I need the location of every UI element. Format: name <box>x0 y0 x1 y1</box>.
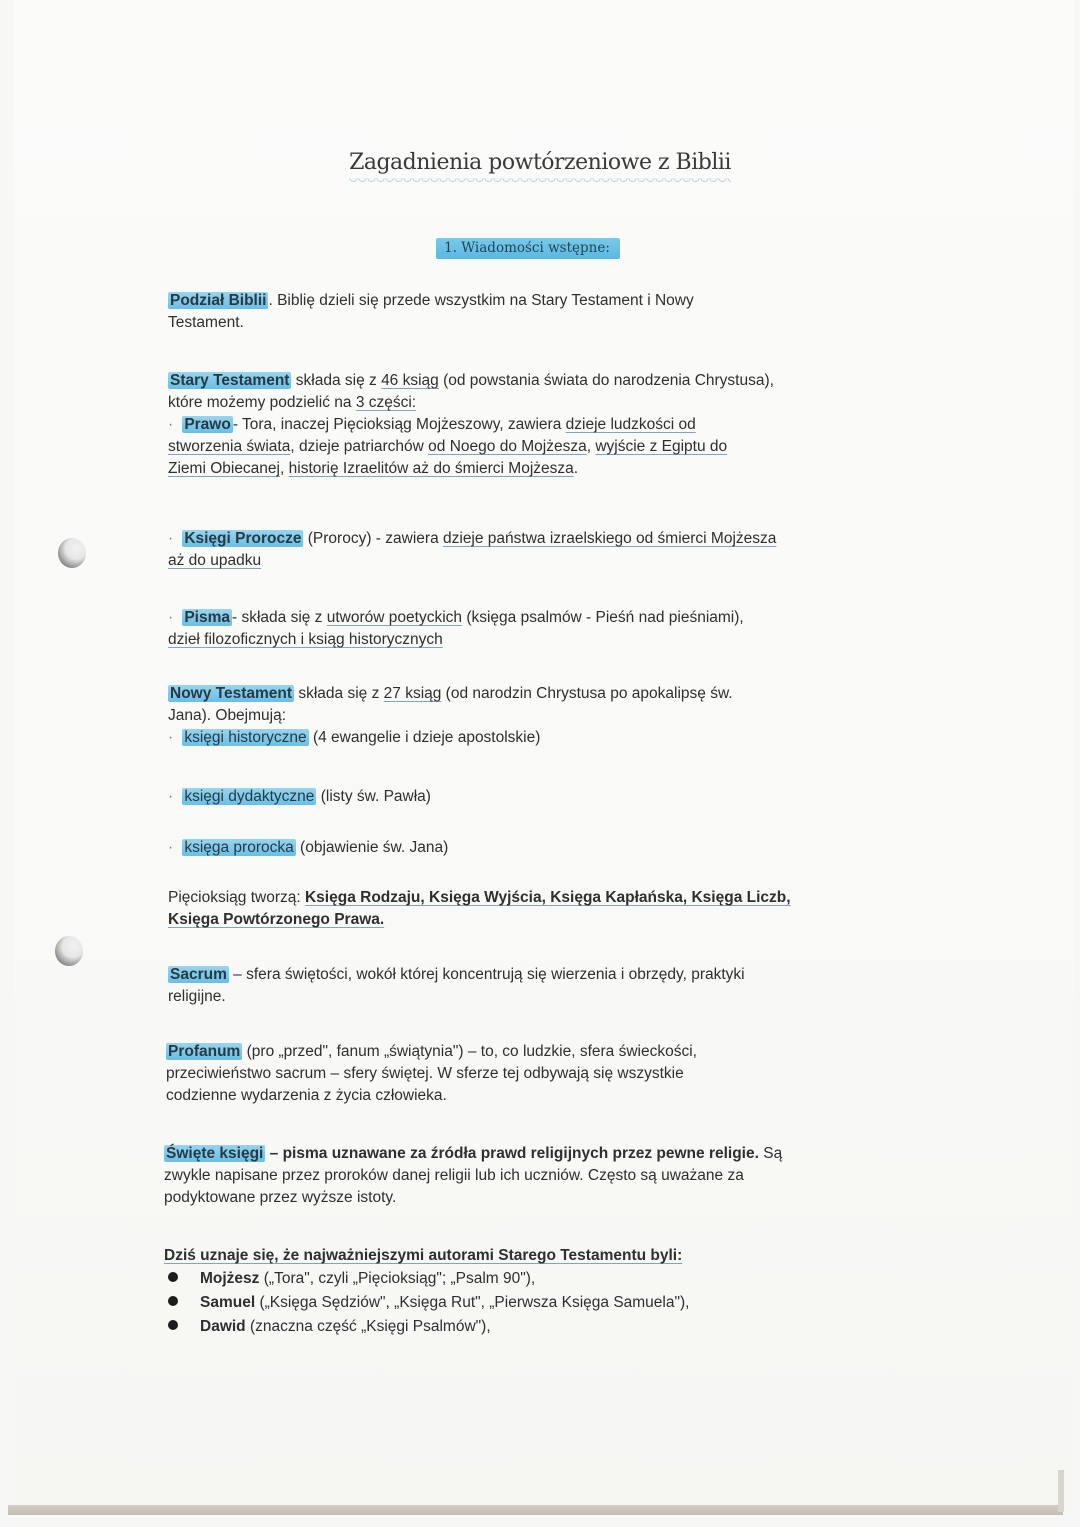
paragraph-text: - Tora, inaczej Pięcioksiąg Mojżeszowy, zawiera <box>232 416 566 433</box>
underlined-text: 3 części: <box>355 394 417 411</box>
bullet-icon: · <box>168 609 174 626</box>
underlined-text: dzieł filozoficznych i ksiąg historycznych <box>168 631 443 648</box>
list-item <box>168 837 928 859</box>
paragraph-text: , dzieje patriarchów <box>290 438 429 455</box>
paragraph-text: (4 ewangelie i dzieje apostolskie) <box>308 729 541 746</box>
term-highlight: księgi dydaktyczne <box>184 788 315 805</box>
author-desc: („Tora", czyli „Pięcioksiąg"; „Psalm 90"), <box>259 1270 536 1287</box>
paragraph-text: Testament. <box>168 314 244 331</box>
paragraph-text: . Biblię dzieli się przede wszystkim na Stary Testament i Nowy <box>268 292 694 309</box>
term-highlight: Sacrum <box>170 966 227 983</box>
underlined-text: Ziemi Obiecanej <box>168 460 280 477</box>
document-title: Zagadnienia powtórzeniowe z Biblii <box>349 150 731 181</box>
paper-bottom-edge <box>8 1505 1063 1515</box>
term-highlight: Prawo <box>184 416 231 433</box>
punch-hole-icon <box>58 538 86 568</box>
paragraph-swiete-ksiegi <box>164 1143 924 1209</box>
bullet-icon <box>168 1320 178 1330</box>
term-highlight: księgi historyczne <box>184 729 307 746</box>
term-highlight: Podział Biblii <box>170 292 267 309</box>
underlined-text: Księga Powtórzonego Prawa. <box>168 911 385 928</box>
bold-text: – pisma uznawane za źródła prawd religijnych przez pewne religie. <box>265 1145 759 1162</box>
author-desc: (znaczna część „Księgi Psalmów"), <box>245 1318 491 1335</box>
paragraph-text: (objawienie św. Jana) <box>295 839 449 856</box>
paragraph-text: składa się z <box>294 685 384 702</box>
underlined-text: utworów poetyckich <box>326 609 463 626</box>
paragraph-text: (pro „przed", fanum „świątynia") – to, co ludzkie, sfera świeckości, <box>242 1043 697 1060</box>
paragraph-nowy-testament <box>168 683 928 749</box>
author-name: Dawid <box>200 1318 246 1335</box>
paragraph-text: Są <box>758 1145 783 1162</box>
list-item <box>166 1292 926 1316</box>
paragraph-text: przeciwieństwo sacrum – sfery świętej. W sferze tej odbywają się wszystkie <box>166 1065 684 1082</box>
term-highlight: Nowy Testament <box>170 685 293 702</box>
punch-hole-icon <box>55 936 83 966</box>
list-item <box>166 1268 926 1292</box>
underlined-text: 46 ksiąg <box>381 372 439 389</box>
paragraph-text: składa się z <box>291 372 382 389</box>
paragraph-text: - składa się z <box>231 609 327 626</box>
term-highlight: Stary Testament <box>170 372 290 389</box>
paragraph-text: (od powstania świata do narodzenia Chrystusa), <box>438 372 774 389</box>
paragraph-text: (od narodzin Chrystusa po apokalipsę św. <box>441 685 733 702</box>
bullet-icon: · <box>168 788 174 805</box>
underlined-text: historię Izraelitów aż do śmierci Mojżesza <box>288 460 574 477</box>
term-highlight: Święte księgi <box>166 1145 264 1162</box>
bullet-icon: · <box>168 416 174 433</box>
paragraph-text: które możemy podzielić na <box>168 394 356 411</box>
paragraph-text: Jana). Obejmują: <box>168 707 287 724</box>
underlined-text: 27 ksiąg <box>383 685 442 702</box>
paragraph-piecioksiag <box>168 887 928 931</box>
underlined-text: dzieje państwa izraelskiego od śmierci Mojżesza <box>443 530 777 547</box>
section-heading-block <box>0 238 1080 259</box>
bullet-icon <box>168 1296 178 1306</box>
paragraph-text: codzienne wydarzenia z życia człowieka. <box>166 1087 447 1104</box>
bullet-icon <box>168 1272 178 1282</box>
bullet-icon: · <box>168 839 174 856</box>
paragraph-text: . <box>573 460 579 477</box>
author-name: Samuel <box>200 1294 256 1311</box>
paragraph-stary-testament <box>168 370 928 480</box>
paragraph-sacrum <box>168 964 928 1008</box>
term-highlight: księga prorocka <box>184 839 294 856</box>
list-item <box>168 786 928 808</box>
autorzy-heading: Dziś uznaje się, że najważniejszymi autorami Starego Testamentu byli: <box>164 1247 683 1264</box>
bullet-icon: · <box>168 530 174 547</box>
term-highlight: Profanum <box>168 1043 241 1060</box>
paragraph-profanum <box>166 1041 926 1107</box>
paragraph-text: , <box>586 438 596 455</box>
paper-corner-edge <box>1058 1470 1064 1512</box>
paragraph-pisma <box>168 607 928 651</box>
term-highlight: Pisma <box>184 609 230 626</box>
underlined-text: wyjście z Egiptu do <box>595 438 728 455</box>
term-highlight: Księgi Prorocze <box>184 530 302 547</box>
paragraph-text: zwykle napisane przez proroków danej religii lub ich uczniów. Często są uważane za <box>164 1167 744 1184</box>
paragraph-text: (listy św. Pawła) <box>316 788 431 805</box>
section-heading: 1. Wiadomości wstępne: <box>436 238 620 259</box>
paragraph-text: (Prorocy) - zawiera <box>303 530 443 547</box>
underlined-text: stworzenia świata <box>168 438 291 455</box>
paragraph-text: , <box>280 460 289 477</box>
author-desc: („Księga Sędziów", „Księga Rut", „Pierwsza Księga Samuela"), <box>255 1294 690 1311</box>
paragraph-ksiegi-prorocze <box>168 528 928 572</box>
paragraph-text: – sfera świętości, wokół której koncentrują się wierzenia i obrzędy, praktyki <box>228 966 745 983</box>
list-item <box>166 1316 926 1340</box>
authors-list <box>166 1268 926 1340</box>
paragraph-autorzy <box>164 1245 924 1267</box>
title-block <box>0 150 1080 181</box>
author-name: Mojżesz <box>200 1270 260 1287</box>
underlined-text: od Noego do Mojżesza <box>428 438 587 455</box>
bullet-icon: · <box>168 729 174 746</box>
paragraph-text: Pięcioksiąg tworzą: <box>168 889 305 906</box>
paragraph-podzial <box>168 290 928 334</box>
paragraph-text: (księga psalmów - Pieśń nad pieśniami), <box>462 609 744 626</box>
underlined-text: aż do upadku <box>168 552 262 569</box>
paragraph-text: religijne. <box>168 988 226 1005</box>
paragraph-text: podyktowane przez wyższe istoty. <box>164 1189 397 1206</box>
underlined-text: Księga Rodzaju, Księga Wyjścia, Księga Kapłańska, Księga Liczb, <box>304 889 791 906</box>
underlined-text: dzieje ludzkości od <box>565 416 696 433</box>
